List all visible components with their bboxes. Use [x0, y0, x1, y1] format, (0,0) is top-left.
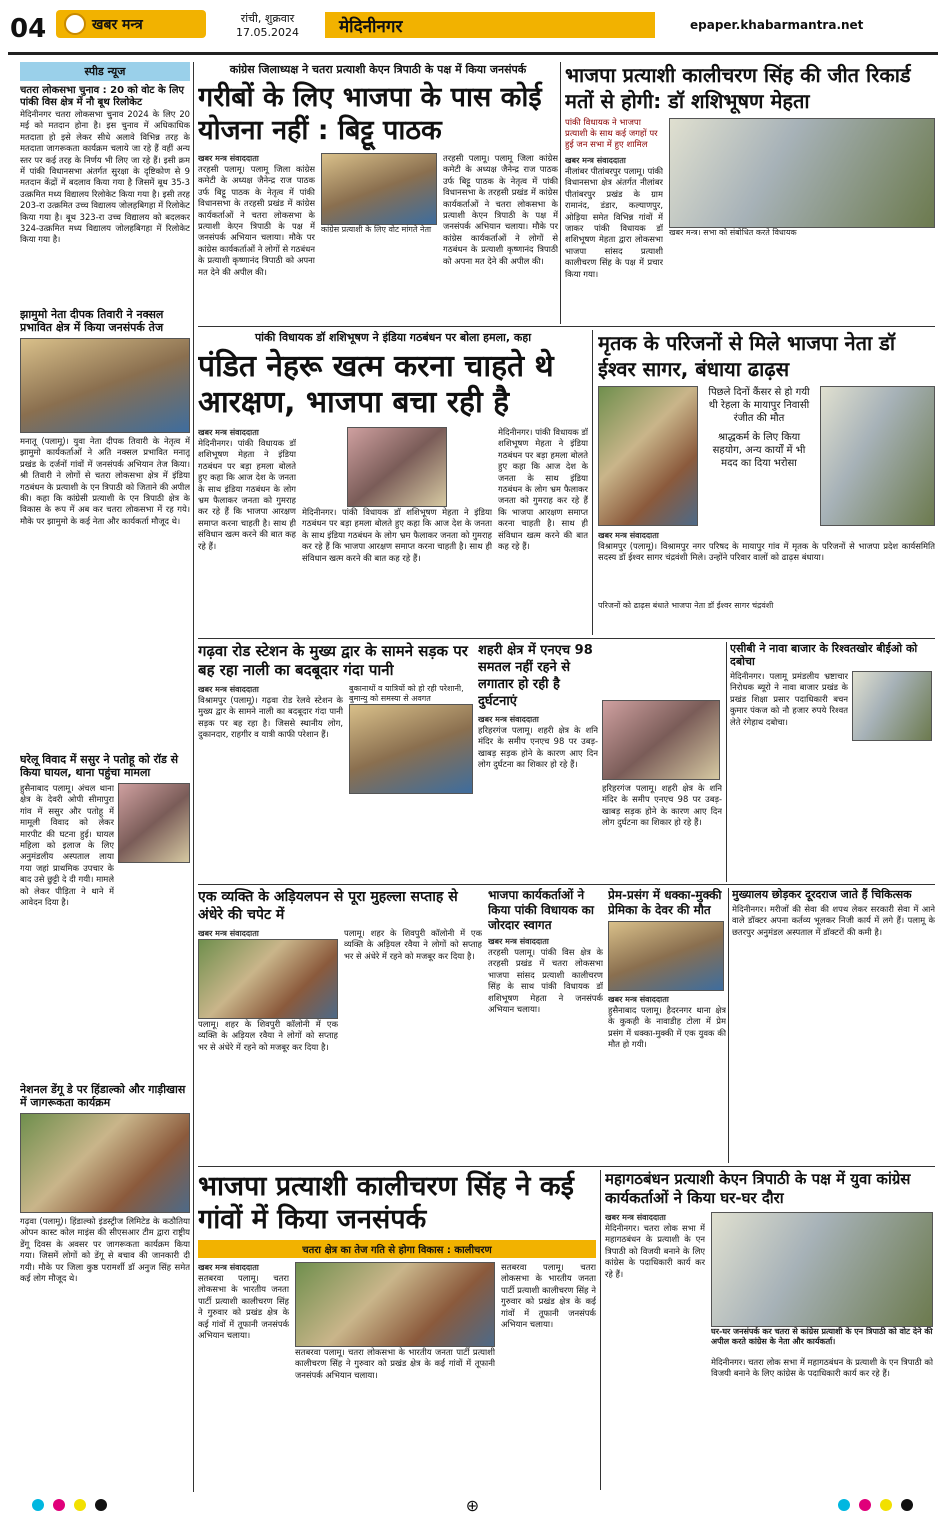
row-rule: [198, 326, 935, 327]
byline: खबर मन्त्र संवाददाता: [198, 428, 259, 437]
row4-story-a: [198, 888, 483, 1163]
story-headline: चतरा लोकसभा चुनाव : 20 को वोट के लिए पांकी विस क्षेत्र में नौ बूथ रिलोकेट: [20, 85, 185, 108]
story-body: विश्रामपुर (पलामू)। गढ़वा रोड रेलवे स्टेशन के मुख्य द्वार के सामने नाली का बदबूदार गंदा पानी सड़क पर बह रहा है। जिससे स्थानीय लोग, दुकानदार, राहगीर व यात्री काफी परेशान हैं।: [198, 695, 343, 740]
dateline: [236, 12, 299, 40]
column-divider: [592, 330, 593, 635]
byline: खबर मन्त्र संवाददाता: [565, 156, 626, 165]
mid-right-story: [598, 330, 935, 635]
row4-story-d: [732, 888, 935, 1163]
story-body-cont: मेदिनीनगर। पांकी विधायक डॉ शशिभूषण मेहता ने इंडिया गठबंधन पर बड़ा हमला बोलते हुए कहा कि आज देश के जनता के साथ इंडिया गठबंधन के लोग भ्रम फैलाकर जनता को गुमराह कर रहे हैं कि भाजपा आरक्षण समाप्त करना चाहती है। साथ ही संविधान खत्म करने की बात कह रहे हैं।: [498, 427, 588, 552]
story-headline: एसीबी ने नावा बाजार के रिश्वतखोर बीईओ को दबोचा: [730, 642, 918, 668]
story-body-cont: सतबरवा पलामू। चतरा लोकसभा के भारतीय जनता पार्टी प्रत्याशी कालीचरण सिंह ने गुरुवार को प्रखंड क्षेत्र के कई गांवों में तूफानी जनसंपर्क अभियान चलाया।: [501, 1262, 596, 1330]
byline: खबर मन्त्र संवाददाता: [198, 1263, 259, 1272]
story-body: मनातू (पलामू)। युवा नेता दीपक तिवारी के नेतृत्व में झामुमो कार्यकर्ताओं ने अति नक्सल प्रभावित मनातू प्रखंड के दर्जनों गांवों में जनसंपर्क अभियान तेज किया। श्री तिवारी ने लोगों से चतरा लोकसभा क्षेत्र में इंडिया गठबंधन के प्रत्याशी के एन त्रिपाठी को जिताने की अपील की। कहा कि कांग्रेसी प्रत्याशी के एन त्रिपाठी क्षेत्र के विकास के रूप में अब कर चतरा लोकसभा में रह गये। मौके पर झामुमो के कई नेता और कार्यकर्ता मौजूद थे।: [20, 436, 190, 526]
story-body: मेदिनीनगर। चतरा लोक सभा में महागठबंधन के प्रत्याशी के एन त्रिपाठी को विजयी बनाने के लिए कांग्रेस के पदाधिकारी कार्य कर रहे हैं।: [605, 1223, 705, 1279]
story-headline: पंडित नेहरू खत्म करना चाहते थे आरक्षण, भाजपा बचा रही है: [198, 349, 554, 420]
byline: खबर मन्त्र संवाददाता: [478, 715, 539, 724]
cyan-dot: [838, 1499, 850, 1511]
story-body-cont: हरिहरगंज पलामू। शहरी क्षेत्र के शनि मंदिर के समीप एनएच 98 पर उबड़-खाबड़ सड़क होने के कारण आए दिन लोग दुर्घटना का शिकार हो रहे हैं।: [602, 783, 722, 828]
photo: [349, 704, 473, 794]
photo: [852, 671, 932, 741]
black-dot: [901, 1499, 913, 1511]
story-body-cont: मेदिनीनगर। चतरा लोक सभा में महागठबंधन के प्रत्याशी के एन त्रिपाठी को विजयी बनाने के लिए कांग्रेस के पदाधिकारी कार्य कर रहे हैं।: [711, 1357, 933, 1379]
photo-caption: खबर मन्त्र। सभा को संबोधित करते विधायक: [669, 228, 797, 237]
mid-story: [198, 330, 588, 635]
photo: [820, 386, 935, 526]
speed-news-label: स्पीड न्यूज: [20, 62, 190, 81]
story-kicker: पांकी विधायक डॉ शशिभूषण ने इंडिया गठबंधन पर बोला हमला, कहा: [254, 331, 532, 344]
story-headline: एक व्यक्ति के अड़ियलपन से पूरा मुहल्ला सप्ताह से अंधेरे की चपेट में: [198, 889, 458, 923]
story-banner: चतरा क्षेत्र का तेज गति से होगा विकास : कालीचरण: [198, 1240, 596, 1258]
photo: [198, 939, 338, 1019]
color-dots: [30, 1496, 109, 1515]
column-divider: [560, 62, 561, 324]
byline: खबर मन्त्र संवाददाता: [198, 929, 259, 938]
story-body: गढ़वा (पलामू)। हिंडाल्को इंडस्ट्रीज लिमिटेड के कठौतिया ओपन कास्ट कोल माइंस की सीएसआर टीम द्वारा राष्ट्रीय डेंगू दिवस के अवसर पर जागरूकता कार्यक्रम किया गया। जिसमें लोगों को डेंगू से बचाव की जानकारी दी गयी। मौके पर जिला कुष्ठ परामर्शी डॉ अनुज सिंह समेत कई लोग मौजूद थे।: [20, 1216, 190, 1284]
byline: खबर मन्त्र संवाददाता: [488, 937, 549, 946]
brand-name: खबर मन्त्र: [92, 16, 143, 33]
story-body: नीलांबर पीतांबरपुर पलामू। पांकी विधानसभा क्षेत्र अंतर्गत नीलांबर पीतांबरपुर प्रखंड के ग्राम रामानंद, डंडार, कल्याणपुर, ओड़िया समेत विभिन्न गांवों में जाकर पांकी विधायक डॉ शशिभूषण मेहता द्वारा लोकसभा भाजपा सांसद प्रत्याशी कालीचरण सिंह के पक्ष में प्रचार किया गया।: [565, 166, 663, 279]
photo-caption: परिजनों को ढाढ़स बंधाते भाजपा नेता डॉ ईश्वर सागर चंद्रवंशी: [598, 601, 774, 610]
photo: [711, 1212, 933, 1327]
column-divider: [193, 62, 194, 1492]
story-body: मेदिनीनगर। पलामू प्रमंडलीय भ्रष्टाचार निरोधक ब्यूरो ने नावा बाजार प्रखंड के प्रखंड शिक्षा प्रसार पदाधिकारी बचन कुमार पंकज को नौ हजार रुपये रिश्वत लेते रंगेहाथ दबोचा।: [730, 671, 848, 727]
masthead-rule: [8, 52, 938, 55]
story-body: मेदिनीनगर चतरा लोकसभा चुनाव 2024 के लिए 20 मई को मतदान होना है। इस चुनाव में अधिकाधिक मतदाता हो इसे लेकर सीधे अलावे विभिन्न तरह के मतदाता जागरूकता कार्यक्रम चलाये जा रहे हैं वहीं अन्य स्तर पर कई तरह के निर्णय भी लिए जा रहे हैं। इसी क्रम में पांकी विधानसभा अंतर्गत सुरक्षा के दृष्टिकोण से 9 मतदान केंद्रों में बदलाव किया गया है जिसमें बूथ 35-3 उत्क्रमित मध्य विद्यालय रिलोकेट किया गया है। इसी तरह 203-रा उत्क्रमित उच्च विद्यालय जोलहबिगहा में रिलोकेट किया गया है। बूथ 323-रा उच्च विद्यालय को बदलकर 324-उत्क्रमित मध्य विद्यालय जोलहबिगहा में रिलोकेट किया गया है।: [20, 109, 190, 245]
top-story: [198, 62, 558, 324]
photo: [598, 386, 698, 526]
row4-story-c: [488, 888, 603, 1163]
story-body: मेदिनीनगर। मरीजों की सेवा की शपथ लेकर सरकारी सेवा में आने वाले डॉक्टर अपना कर्तव्य भूलकर निजी कार्य में लगे हैं। पलामू के छतरपुर अनुमंडल अस्पताल में डॉक्टरों की कमी है।: [732, 904, 935, 937]
story-headline: प्रेम-प्रसंग में धक्का-मुक्की प्रेमिका के देवर की मौत: [608, 888, 722, 917]
photo: [20, 338, 190, 433]
story-body: हुसैनाबाद पलामू। हैदरनगर थाना क्षेत्र के कुकही के नावाडीह टोला में प्रेम प्रसंग में धक्का-मुक्की में एक युवक की मौत हो गयी।: [608, 1005, 726, 1050]
column-divider: [600, 1170, 601, 1490]
story-body: मेदिनीनगर। पांकी विधायक डॉ शशिभूषण मेहता ने इंडिया गठबंधन पर बड़ा हमला बोलते हुए कहा कि आज देश के जनता के साथ इंडिया गठबंधन के लोग भ्रम फैलाकर जनता को गुमराह कर रहे हैं कि भाजपा आरक्षण समाप्त करना चाहती है। साथ ही संविधान खत्म करने की बात कह रहे हैं।: [198, 438, 296, 551]
story-headline: झामुमो नेता दीपक तिवारी ने नक्सल प्रभावित क्षेत्र में किया जनसंपर्क तेज: [20, 308, 164, 334]
date: 17.05.2024: [236, 26, 299, 39]
photo: [602, 700, 720, 780]
row3-story-a: [198, 642, 473, 882]
byline: खबर मन्त्र संवाददाता: [608, 995, 669, 1004]
brand-logo: [56, 10, 206, 38]
brand-icon: [64, 13, 86, 35]
masthead: [0, 0, 945, 54]
story-kicker: कांग्रेस जिलाध्यक्ष ने चतरा प्रत्याशी केएन त्रिपाठी के पक्ष में किया जनसंपर्क: [229, 63, 527, 76]
yellow-dot: [74, 1499, 86, 1511]
page-number: 04: [10, 14, 47, 44]
site-url[interactable]: epaper.khabarmantra.net: [690, 18, 864, 32]
byline: खबर मन्त्र संवाददाता: [198, 685, 259, 694]
column-divider: [726, 642, 727, 882]
magenta-dot: [859, 1499, 871, 1511]
story-subhead: श्राद्धकर्म के लिए किया सहयोग, अन्य कार्यों में भी मदद का दिया भरोसा: [712, 432, 806, 469]
color-dots: [836, 1496, 915, 1515]
story-body: तरहसी पलामू। पलामू जिला कांग्रेस कमेटी के अध्यक्ष जैनेन्द्र राज पाठक उर्फ बिट्टू पाठक के नेतृत्व में पांकी विधानसभा के तरहसी प्रखंड में कांग्रेस कार्यकर्ताओं ने चतरा लोकसभा के प्रत्याशी केएन त्रिपाठी के पक्ष में जनसंपर्क अभियान चलाया। मौके पर कांग्रेस कार्यकर्ताओं ने लोगों से गठबंधन के प्रत्याशी कृष्णानंद त्रिपाठी को अपना मत देने की अपील की।: [198, 164, 315, 277]
bottom-right-story: [605, 1170, 935, 1490]
story-headline: भाजपा प्रत्याशी कालीचरण सिंह की जीत रिकार्ड मतों से होगी: डॉ शशिभूषण मेहता: [565, 63, 911, 113]
row3-photo: [602, 700, 722, 880]
crosshair-icon: ⊕: [465, 1496, 480, 1515]
row-rule: [198, 638, 935, 639]
photo: [321, 153, 437, 225]
story-headline: भाजपा कार्यकर्ताओं ने किया पांकी विधायक का जोरदार स्वागत: [488, 888, 594, 932]
black-dot: [95, 1499, 107, 1511]
city-day: रांची, शुक्रवार: [240, 12, 295, 25]
story-body-cont: मेदिनीनगर। पांकी विधायक डॉ शशिभूषण मेहता ने इंडिया गठबंधन पर बड़ा हमला बोलते हुए कहा कि आज देश के जनता के साथ इंडिया गठबंधन के लोग भ्रम फैलाकर जनता को गुमराह कर रहे हैं कि भाजपा आरक्षण समाप्त करना चाहती है। साथ ही संविधान खत्म करने की बात कह रहे हैं।: [302, 507, 492, 563]
story-headline: गढ़वा रोड स्टेशन के मुख्य द्वार के सामने सड़क पर बह रहा नाली का बदबूदार गंदा पानी: [198, 642, 468, 679]
story-body: हुसैनाबाद पलामू। अंचल थाना क्षेत्र के देवरी ओपी सीमापुरा गांव में ससुर और पतोहू में मामूली विवाद को लेकर मारपीट की घटना हुई। घायल महिला को इलाज के लिए अनुमंडलीय अस्पताल लाया गया जहां प्राथमिक उपचार के बाद उसे छुट्टी दे दी गयी। मामले को लेकर पीड़िता ने थाने में आवेदन दिया है।: [20, 783, 114, 908]
left-column: [20, 62, 190, 1492]
story-headline: नेशनल डेंगू डे पर हिंडाल्को और गाड़ीखास में जागरूकता कार्यक्रम: [20, 1083, 186, 1109]
story-body: तरहसी पलामू। पांकी विस क्षेत्र के तरहसी प्रखंड में चतरा लोकसभा भाजपा सांसद प्रत्याशी कालीचरण सिंह के साथ पांकी विधायक डॉ शशिभूषण मेहता ने जनसंपर्क अभियान चलाया।: [488, 947, 603, 1015]
row-rule: [198, 884, 935, 885]
story-headline: शहरी क्षेत्र में एनएच 98 समतल नहीं रहने से लगातार हो रही है दुर्घटनाएं: [478, 643, 593, 709]
cyan-dot: [32, 1499, 44, 1511]
photo-caption: बुकानाथों व यात्रियों को हो रही परेशानी, बुमान्यु को समस्या से अवगत: [349, 684, 464, 703]
story-headline: गरीबों के लिए भाजपा के पास कोई योजना नहीं : बिट्टू पाठक: [198, 82, 542, 146]
photo-caption: कांग्रेस प्रत्याशी के लिए वोट मांगते नेता: [320, 225, 432, 234]
photo: [118, 783, 190, 863]
photo: [347, 427, 447, 507]
story-headline: घरेलू विवाद में ससुर ने पतोहू को रॉड से किया घायल, थाना पहुंचा मामला: [20, 753, 179, 779]
row4-story-b: [608, 888, 726, 1163]
top-right-story: [565, 62, 935, 324]
bottom-story: [198, 1170, 596, 1490]
story-body: पलामू। शहर के शिवपुरी कॉलोनी में एक व्यक्ति के अड़ियल रवैया ने लोगों को सप्ताह भर से अंधेरे में रहने को मजबूर कर दिया है।: [198, 1019, 338, 1052]
row3-story-c: [730, 642, 935, 882]
story-subhead: पिछले दिनों कैंसर से हो गयी थी रेहला के मायापुर निवासी रंजीत की मौत: [708, 387, 810, 424]
photo: [295, 1262, 495, 1347]
story-body-cont: पलामू। शहर के शिवपुरी कॉलोनी में एक व्यक्ति के अड़ियल रवैया ने लोगों को सप्ताह भर से अंधेरे में रहने को मजबूर कर दिया है।: [344, 928, 482, 961]
photo: [20, 1113, 190, 1213]
photo-caption: घर-घर जनसंपर्क कर चतरा से कांग्रेस प्रत्याशी के एन त्रिपाठी को वोट देने की अपील करते कांग्रेस के नेता और कार्यकर्ता।: [711, 1327, 933, 1346]
story-headline: मुख्यालय छोड़कर दूरदराज जाते हैं चिकित्सक: [732, 888, 912, 901]
story-headline: भाजपा प्रत्याशी कालीचरण सिंह ने कई गांवों में किया जनसंपर्क: [198, 1171, 574, 1235]
byline: खबर मन्त्र संवाददाता: [198, 154, 259, 163]
story-body-cont: सतबरवा पलामू। चतरा लोकसभा के भारतीय जनता पार्टी प्रत्याशी कालीचरण सिंह ने गुरुवार को प्रखंड क्षेत्र के कई गांवों में तूफानी जनसंपर्क अभियान चलाया।: [295, 1347, 496, 1380]
story-note: पांकी विधायक ने भाजपा प्रत्याशी के साथ कई जगहों पर हुई जन सभा में हुए शामिल: [565, 118, 658, 150]
story-headline: महागठबंधन प्रत्याशी केएन त्रिपाठी के पक्ष में युवा कांग्रेस कार्यकर्ताओं ने किया घर-घर दौरा: [605, 1170, 911, 1207]
section-title: मेदिनीनगर: [325, 12, 655, 38]
story-body-cont: तरहसी पलामू। पलामू जिला कांग्रेस कमेटी के अध्यक्ष जैनेन्द्र राज पाठक उर्फ बिट्टू पाठक के नेतृत्व में पांकी विधानसभा के तरहसी प्रखंड में कांग्रेस कार्यकर्ताओं ने चतरा लोकसभा के प्रत्याशी केएन त्रिपाठी के पक्ष में जनसंपर्क अभियान चलाया। मौके पर कांग्रेस कार्यकर्ताओं ने लोगों से गठबंधन के प्रत्याशी कृष्णानंद त्रिपाठी को अपना मत देने की अपील की।: [442, 153, 558, 266]
byline: खबर मन्त्र संवाददाता: [605, 1213, 666, 1222]
photo: [608, 921, 724, 991]
story-body: विश्रामपुर (पलामू)। विश्रामपुर नगर परिषद के मायापुर गांव में मृतक के परिजनों से भाजपा प्रदेश कार्यसमिति सदस्य डॉ ईश्वर सागर चंद्रवंशी मिले। उन्होंने परिवार वालों को ढाढ़स बंधाया।: [598, 541, 935, 563]
photo: [669, 118, 935, 228]
row-rule: [198, 1166, 935, 1167]
story-headline: मृतक के परिजनों से मिले भाजपा नेता डॉ ईश्वर सागर, बंधाया ढाढ़स: [598, 331, 896, 381]
story-body: हरिहरगंज पलामू। शहरी क्षेत्र के शनि मंदिर के समीप एनएच 98 पर उबड़-खाबड़ सड़क होने के कारण आए दिन लोग दुर्घटना का शिकार हो रहे हैं।: [478, 725, 598, 770]
column-divider: [728, 888, 729, 1163]
magenta-dot: [53, 1499, 65, 1511]
byline: खबर मन्त्र संवाददाता: [598, 531, 659, 540]
row3-story-b: [478, 642, 598, 882]
print-marks: [0, 1494, 945, 1517]
story-body: सतबरवा पलामू। चतरा लोकसभा के भारतीय जनता पार्टी प्रत्याशी कालीचरण सिंह ने गुरुवार को प्रखंड क्षेत्र के कई गांवों में तूफानी जनसंपर्क अभियान चलाया।: [198, 1273, 290, 1341]
yellow-dot: [880, 1499, 892, 1511]
